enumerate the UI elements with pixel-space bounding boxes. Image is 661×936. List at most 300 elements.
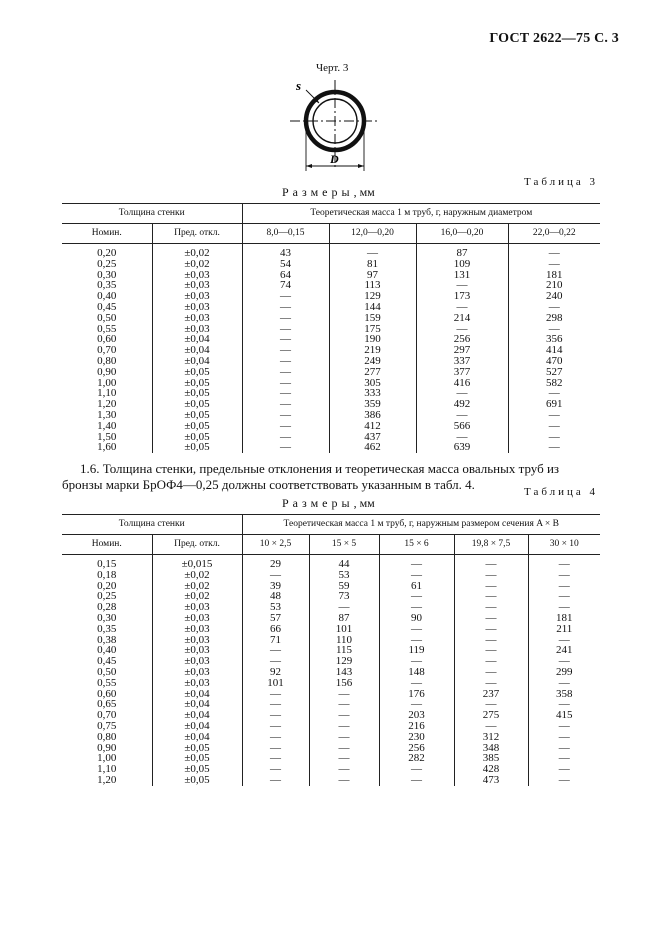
table4-cell-value: ±0,04 <box>184 719 210 732</box>
table3-cell-value: — <box>456 408 468 421</box>
table3-cell-value: — <box>280 311 291 324</box>
table4-cell-value: — <box>411 568 422 581</box>
table3-cell-value: 277 <box>364 365 381 378</box>
table3-cell-value: ±0,04 <box>184 333 210 346</box>
table3-cell-value: — <box>280 354 291 367</box>
table4-cell-value: 0,45 <box>97 655 117 668</box>
table3-cell-value: — <box>456 300 468 313</box>
table4-cell-value: ±0,05 <box>184 773 210 786</box>
table3-cell-value: — <box>548 419 560 432</box>
table4-cell-value: 230 <box>408 730 425 743</box>
table4-cell-value: — <box>338 687 350 700</box>
table3-header-diameter: 8,0—0,15 <box>242 224 329 244</box>
table3-cell-value: 337 <box>453 354 471 367</box>
table4-cell-value: ±0,03 <box>184 644 210 657</box>
table3-sizes-unit: , мм <box>353 185 375 199</box>
table3-cell-value: — <box>280 376 291 389</box>
table3-cell-mass <box>329 244 416 259</box>
table4-cell-value: 115 <box>335 644 353 657</box>
table4-cell-value: — <box>558 773 570 786</box>
table4-cell-value: 0,18 <box>97 568 117 581</box>
table3-cell-value: — <box>280 333 291 346</box>
table4-cell-value: 57 <box>270 611 281 624</box>
table3-cell-value: 691 <box>546 398 563 411</box>
table4-cell-value: ±0,04 <box>184 730 210 743</box>
table3-cell-value: 0,30 <box>97 268 117 281</box>
table4-cell-value: — <box>270 698 281 711</box>
table4-header-size: 15 × 5 <box>309 535 379 555</box>
table3-row <box>62 270 600 281</box>
table4-cell-value: — <box>411 633 422 646</box>
table4-cell-value: — <box>558 763 570 776</box>
table4-cell-value: — <box>270 719 281 732</box>
table4-cell-value: — <box>411 601 422 614</box>
table3-cell-value: 240 <box>546 290 563 303</box>
table4-cell-value: 48 <box>270 590 281 603</box>
table4-cell-nomin <box>62 775 152 786</box>
table3-cell-value: 386 <box>364 408 381 421</box>
table4-cell-value: 71 <box>270 633 281 646</box>
table3-cell-mass <box>329 442 416 453</box>
table3-cell-value: 256 <box>453 333 471 346</box>
table4-cell-value: — <box>485 698 497 711</box>
table3-row <box>62 442 600 453</box>
table3-header-tolerance: Пред. откл. <box>152 224 242 244</box>
table3-cell-value: 356 <box>546 333 563 346</box>
table3-cell-value: 214 <box>453 311 471 324</box>
table4-cell-value: — <box>485 601 497 614</box>
table3-cell-value: 0,55 <box>97 322 117 335</box>
table3-sizes-title <box>282 185 375 200</box>
table3-row <box>62 324 600 335</box>
table4-cell-value: 348 <box>482 741 500 754</box>
table3-cell-value: 0,50 <box>97 311 117 324</box>
table3-cell-value: 97 <box>367 268 378 281</box>
table3-cell-mass <box>242 442 329 453</box>
table3-cell-value: ±0,05 <box>184 387 210 400</box>
table3-cell-value: — <box>280 408 291 421</box>
table4-cell-value: ±0,03 <box>184 611 210 624</box>
table4-cell-value: 0,15 <box>97 558 117 570</box>
table4-cell-value: 87 <box>338 611 350 624</box>
table4-cell-value: ±0,04 <box>184 687 210 700</box>
tube-drawing <box>290 76 382 172</box>
table3-cell-value: — <box>280 290 291 303</box>
table4-cell-value: — <box>270 644 281 657</box>
table3-cell-value: 210 <box>546 279 563 292</box>
table3-cell-value: 0,60 <box>97 333 117 346</box>
table4-header-nomin: Номин. <box>62 535 152 555</box>
table4-cell-value: 428 <box>482 763 500 776</box>
table4-row <box>62 764 600 775</box>
table3-row <box>62 280 600 291</box>
table4-cell-value: 282 <box>408 752 425 765</box>
table4-sizes-title <box>282 496 375 511</box>
table4-cell-value: ±0,02 <box>184 579 210 592</box>
table3-cell-value: — <box>280 387 291 400</box>
table3-cell-value: 0,35 <box>97 279 117 292</box>
table3-cell-value: 64 <box>280 268 291 281</box>
table4-cell-value: ±0,05 <box>184 752 210 765</box>
table3-cell-nomin <box>62 244 152 259</box>
table4-cell-value: 1,20 <box>97 773 117 786</box>
table4-header-mass: Теоретическая масса 1 м труб, г, наружным размером сечения A × B <box>242 515 600 535</box>
table4-cell-value: 90 <box>411 611 422 624</box>
table3-cell-mass <box>508 442 600 453</box>
table4-cell-value: 143 <box>335 665 353 678</box>
table4-cell-value: 0,30 <box>97 611 117 624</box>
table3-cell-value: 74 <box>280 279 291 292</box>
table4-row <box>62 678 600 689</box>
table3-header-diameter: 16,0—0,20 <box>416 224 508 244</box>
table3-cell-value: — <box>548 441 560 454</box>
table3-cell-value: ±0,05 <box>184 398 210 411</box>
table4-cell-value: ±0,03 <box>184 633 210 646</box>
table4-cell-value: ±0,03 <box>184 622 210 635</box>
table4-cell-value: 0,35 <box>97 622 117 635</box>
table4-cell-value: 92 <box>270 665 281 678</box>
table3-header-wall: Толщина стенки <box>62 204 242 224</box>
table3-row <box>62 356 600 367</box>
table3-cell-value: 492 <box>453 398 471 411</box>
table3-cell-value: 416 <box>453 376 471 389</box>
tube-cross-section-figure <box>290 76 382 177</box>
table4-cell-value: 61 <box>411 579 422 592</box>
table4-cell-value: — <box>270 773 281 786</box>
table3 <box>62 203 600 453</box>
table3-cell-value: 131 <box>453 268 471 281</box>
table4-row <box>62 591 600 602</box>
table3-cell-value: 175 <box>364 322 381 335</box>
table4-cell-value: 0,65 <box>97 698 117 711</box>
table4-cell-value: 0,50 <box>97 665 117 678</box>
table3-cell-value: 43 <box>280 247 291 259</box>
table4-cell-mass <box>454 775 528 786</box>
table3-cell-value: 0,45 <box>97 300 117 313</box>
table3-cell-value: — <box>548 322 560 335</box>
table3-cell-value: — <box>280 398 291 411</box>
table4-cell-value: — <box>411 622 422 635</box>
table4-row <box>62 710 600 721</box>
table4-cell-value: — <box>270 687 281 700</box>
table4-cell-value: 358 <box>556 687 573 700</box>
table3-cell-tolerance <box>152 442 242 453</box>
table4-cell-value: 1,00 <box>97 752 117 765</box>
table4-cell-value: — <box>558 633 570 646</box>
table3-cell-value: 333 <box>364 387 381 400</box>
table4-cell-value: — <box>338 601 350 614</box>
figure-caption: Черт. 3 <box>316 62 349 74</box>
table3-cell-value: 113 <box>364 279 381 292</box>
table3-cell-value: — <box>280 300 291 313</box>
table4-cell-value: — <box>270 568 281 581</box>
table4-cell-value: — <box>485 633 497 646</box>
table3-cell-value: 0,70 <box>97 344 117 357</box>
table3-cell-value: — <box>367 247 378 259</box>
table3-cell-value: — <box>456 430 468 443</box>
table3-cell-value: 305 <box>364 376 381 389</box>
table4-sizes-word: Размеры <box>282 496 354 510</box>
table4-cell-value: 1,10 <box>97 763 117 776</box>
table3-row <box>62 367 600 378</box>
table3-header-diameter: 12,0—0,20 <box>329 224 416 244</box>
table3-cell-value: 87 <box>456 247 468 259</box>
table4-cell-value: — <box>558 741 570 754</box>
table4-cell-value: — <box>338 719 350 732</box>
table4-cell-value: — <box>411 773 422 786</box>
table4-cell-value: — <box>485 568 497 581</box>
diameter-label: D <box>330 152 339 166</box>
table4-cell-value: — <box>485 719 497 732</box>
table3-cell-value: 54 <box>280 257 291 270</box>
table4-cell-value: 0,90 <box>97 741 117 754</box>
table4-cell-value: — <box>558 698 570 711</box>
table4-label: Таблица 4 <box>524 486 599 498</box>
table4-cell-value: — <box>338 698 350 711</box>
table4-cell-value: 299 <box>556 665 573 678</box>
table4-header-tolerance: Пред. откл. <box>152 535 242 555</box>
table3-cell-value: — <box>456 279 468 292</box>
table3-row <box>62 388 600 399</box>
table3-cell-value: 144 <box>364 300 381 313</box>
table4-cell-value: — <box>485 590 497 603</box>
table3-row <box>62 259 600 270</box>
table4-cell-value: — <box>558 719 570 732</box>
table4-row <box>62 613 600 624</box>
table3-cell-value: 639 <box>453 441 471 454</box>
table3-cell-value: — <box>456 322 468 335</box>
table4-cell-value: — <box>558 568 570 581</box>
table4-cell-value: ±0,02 <box>184 568 210 581</box>
table4-body <box>62 555 600 786</box>
table4-cell-value: 0,55 <box>97 676 117 689</box>
table4-cell-value: — <box>411 590 422 603</box>
table3-cell-value: — <box>548 257 560 270</box>
table4-cell-value: ±0,03 <box>184 676 210 689</box>
table4-row <box>62 667 600 678</box>
table3-cell-value: 297 <box>453 344 471 357</box>
table4-cell-value: — <box>411 558 422 570</box>
table4-cell-value: 237 <box>482 687 500 700</box>
table4-cell-mass <box>242 775 309 786</box>
table4-cell-value: ±0,02 <box>184 590 210 603</box>
table4-cell-value: — <box>558 730 570 743</box>
table3-cell-value: ±0,02 <box>184 257 210 270</box>
table4-cell-value: 415 <box>556 709 573 722</box>
table3-cell-value: — <box>280 322 291 335</box>
table4-cell-value: 0,20 <box>97 579 117 592</box>
table4-row <box>62 743 600 754</box>
table4-cell-value: — <box>411 763 422 776</box>
table4-cell-value: 39 <box>270 579 281 592</box>
table3-cell-value: — <box>548 430 560 443</box>
table3-cell-value: 129 <box>364 290 381 303</box>
table3-row <box>62 291 600 302</box>
table4-cell-value: 0,38 <box>97 633 117 646</box>
table4-cell-value: 53 <box>338 568 350 581</box>
table4-cell-value: ±0,03 <box>184 655 210 668</box>
table3-cell-value: 412 <box>364 419 381 432</box>
table4-cell-value: ±0,05 <box>184 763 210 776</box>
table4-cell-value: — <box>485 622 497 635</box>
table4-cell-value: 216 <box>408 719 425 732</box>
table4-cell-value: — <box>558 752 570 765</box>
table4-cell-mass <box>309 775 379 786</box>
table4-cell-value: 101 <box>335 622 353 635</box>
table3-cell-value: — <box>280 419 291 432</box>
table3-cell-value: 377 <box>453 365 471 378</box>
table4-header-wall: Толщина стенки <box>62 515 242 535</box>
table4-cell-value: 110 <box>335 633 353 646</box>
table3-sizes-word: Размеры <box>282 185 354 199</box>
table3-cell-value: 1,50 <box>97 430 117 443</box>
table3-cell-value: — <box>548 387 560 400</box>
table3-cell-value: 582 <box>546 376 563 389</box>
table3-cell-value: ±0,05 <box>184 419 210 432</box>
table3-row <box>62 345 600 356</box>
wall-thickness-label: s <box>296 78 302 93</box>
table3-cell-value: ±0,03 <box>184 322 210 335</box>
table3-cell-value: 1,30 <box>97 408 117 421</box>
table4-header-size: 19,8 × 7,5 <box>454 535 528 555</box>
table4-cell-value: — <box>270 730 281 743</box>
table4-cell-value: — <box>485 579 497 592</box>
table4-cell-value: — <box>338 741 350 754</box>
table4-cell-value: — <box>270 709 281 722</box>
table4-cell-value: 44 <box>338 558 350 570</box>
table3-row <box>62 302 600 313</box>
table3-cell-mass <box>508 244 600 259</box>
table4-header-size: 30 × 10 <box>528 535 600 555</box>
table4-cell-mass <box>309 555 379 570</box>
table4-cell-value: — <box>411 676 422 689</box>
table3-cell-value: ±0,05 <box>184 365 210 378</box>
table4-cell-value: 312 <box>482 730 500 743</box>
table3-cell-value: 0,25 <box>97 257 117 270</box>
table3-cell-mass <box>416 442 508 453</box>
table3-cell-value: — <box>548 300 560 313</box>
table3-cell-value: — <box>280 365 291 378</box>
table3-cell-value: 0,40 <box>97 290 117 303</box>
table4-cell-value: 275 <box>482 709 500 722</box>
table4-cell-value: — <box>338 709 350 722</box>
table3-cell-value: 1,60 <box>97 441 117 454</box>
table4-cell-mass <box>528 555 600 570</box>
table4-cell-value: — <box>558 579 570 592</box>
table3-cell-tolerance <box>152 244 242 259</box>
table4-cell-mass <box>379 775 454 786</box>
table4-cell-value: — <box>485 611 497 624</box>
table3-cell-value: ±0,04 <box>184 344 210 357</box>
table3-cell-value: 359 <box>364 398 381 411</box>
table3-cell-value: 527 <box>546 365 563 378</box>
table4-row <box>62 753 600 764</box>
table3-cell-value: ±0,05 <box>184 408 210 421</box>
table3-cell-value: 1,20 <box>97 398 117 411</box>
table4-row <box>62 775 600 786</box>
table3-cell-value: — <box>280 430 291 443</box>
table3-cell-value: — <box>456 387 468 400</box>
table3-cell-value: 566 <box>453 419 471 432</box>
table4-cell-tolerance <box>152 555 242 570</box>
table3-cell-value: ±0,05 <box>184 376 210 389</box>
table4-row <box>62 635 600 646</box>
table4-cell-value: 0,75 <box>97 719 117 732</box>
table3-cell-value: ±0,03 <box>184 300 210 313</box>
table4-cell-value: — <box>270 752 281 765</box>
table3-body <box>62 244 600 454</box>
table3-cell-value: 173 <box>453 290 471 303</box>
table4-cell-value: — <box>338 773 350 786</box>
table3-cell-value: — <box>548 408 560 421</box>
table3-header-mass: Теоретическая масса 1 м труб, г, наружным диаметром <box>242 204 600 224</box>
table3-row <box>62 410 600 421</box>
table3-cell-value: 219 <box>364 344 381 357</box>
table4-cell-value: — <box>338 752 350 765</box>
table4-cell-value: 156 <box>335 676 353 689</box>
table4-cell-value: — <box>270 655 281 668</box>
table3-cell-value: 159 <box>364 311 381 324</box>
table4-sizes-unit: , мм <box>353 496 375 510</box>
table4-cell-mass <box>242 555 309 570</box>
paragraph-1-6: 1.6. Толщина стенки, предельные отклонения и теоретическая масса овальных труб из бронзы марки БрОФ4—0,25 должны соответствовать указанным в табл. 4. <box>62 461 560 492</box>
table3-cell-value: 1,00 <box>97 376 117 389</box>
table3-cell-value: 181 <box>546 268 563 281</box>
table3-row <box>62 378 600 389</box>
table4-row <box>62 581 600 592</box>
table3-header-nomin: Номин. <box>62 224 152 244</box>
table3-cell-value: 109 <box>453 257 471 270</box>
table3-header-diameter: 22,0—0,22 <box>508 224 600 244</box>
table4 <box>62 514 600 786</box>
table3-cell-value: 1,10 <box>97 387 117 400</box>
table4-cell-value: — <box>558 655 570 668</box>
table3-cell-value: ±0,05 <box>184 441 210 454</box>
table3-cell-mass <box>242 244 329 259</box>
table3-cell-value: 414 <box>546 344 563 357</box>
table3-row <box>62 313 600 324</box>
table4-cell-value: 148 <box>408 665 425 678</box>
table3-cell-value: 298 <box>546 311 563 324</box>
table4-cell-value: 473 <box>482 773 500 786</box>
table4-cell-value: 0,28 <box>97 601 117 614</box>
table4-cell-value: — <box>411 655 422 668</box>
table4-cell-value: 0,80 <box>97 730 117 743</box>
table3-cell-mass <box>416 244 508 259</box>
table4-cell-nomin <box>62 555 152 570</box>
table4-row <box>62 732 600 743</box>
table4-header-size: 15 × 6 <box>379 535 454 555</box>
table4-cell-mass <box>528 775 600 786</box>
table4-cell-value: — <box>558 601 570 614</box>
table3-cell-value: ±0,04 <box>184 354 210 367</box>
table4-row <box>62 656 600 667</box>
table4-row <box>62 570 600 581</box>
table4-cell-value: 0,70 <box>97 709 117 722</box>
table3-row <box>62 421 600 432</box>
table4-cell-value: — <box>485 644 497 657</box>
table4-cell-value: 256 <box>408 741 425 754</box>
table4-cell-value: — <box>558 676 570 689</box>
table4-cell-value: 73 <box>338 590 350 603</box>
table4-cell-tolerance <box>152 775 242 786</box>
table4-row <box>62 645 600 656</box>
table4-cell-mass <box>454 555 528 570</box>
table4-cell-value: — <box>485 665 497 678</box>
table4-cell-value: 66 <box>270 622 281 635</box>
table4-cell-value: 241 <box>556 644 573 657</box>
table3-cell-value: 470 <box>546 354 563 367</box>
